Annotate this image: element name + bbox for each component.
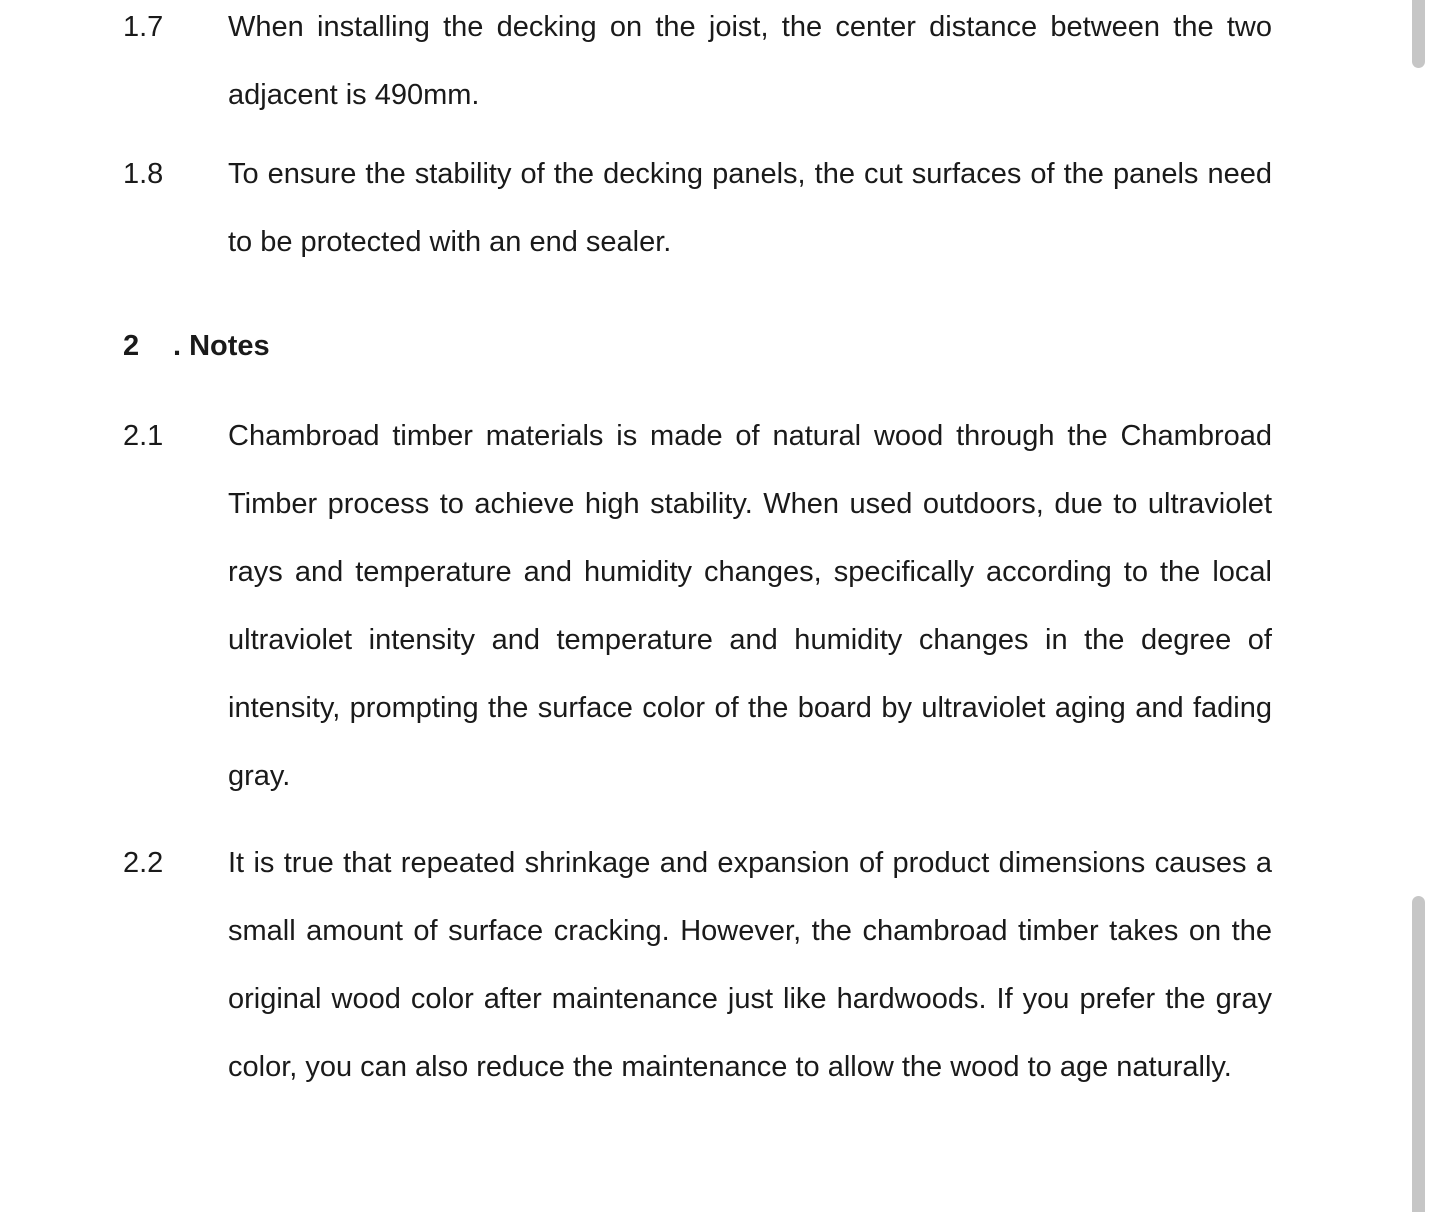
scrollbar-thumb-lower[interactable] xyxy=(1412,896,1425,1212)
note-text: It is true that repeated shrinkage and expansion of product dimensions causes a small amount of surface cracking. However, the chambroad timber takes on the original wood color after maintenance just like hardwoods. If you prefer the gray color, you can also reduce the maintenance to allow the wood to age naturally. xyxy=(228,847,1272,1083)
section-number: 1.7 xyxy=(123,11,164,43)
note-text: Chambroad timber materials is made of natural wood through the Chambroad Timber process to achieve high stability. When used outdoors, due to ultraviolet rays and temperature and humidity changes, specifically according to the local ultraviolet intensity and temperature and humidity changes in the degree of intensity, prompting the surface color of the board by ultraviolet aging and fading gray. xyxy=(228,420,1272,792)
scrollbar-thumb-upper[interactable] xyxy=(1412,0,1425,68)
heading-title: . Notes xyxy=(173,330,270,362)
note-number: 2.1 xyxy=(123,420,164,452)
section-heading-notes xyxy=(123,318,270,374)
section-number: 1.8 xyxy=(123,158,164,190)
heading-number: 2 xyxy=(123,330,140,362)
section-text: When installing the decking on the joist, the center distance between the two adjacent is 490mm. xyxy=(228,11,1272,111)
vertical-scrollbar[interactable] xyxy=(1412,0,1426,1212)
note-number: 2.2 xyxy=(123,847,164,879)
section-text: To ensure the stability of the decking panels, the cut surfaces of the panels need to be protected with an end sealer. xyxy=(228,158,1272,258)
